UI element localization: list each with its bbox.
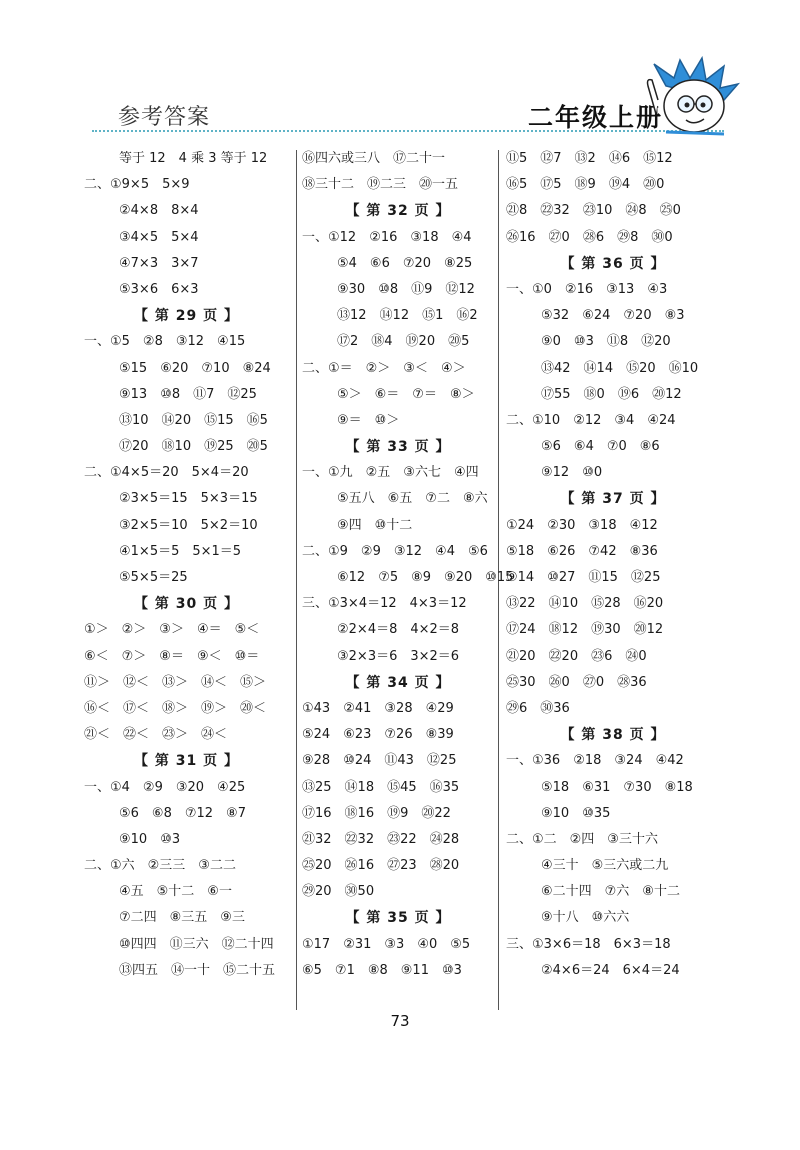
answer-line: ⑤15 ⑥20 ⑦10 ⑧24 bbox=[119, 360, 271, 376]
answer-line: 二、①二 ②四 ③三十六 bbox=[506, 831, 658, 847]
answer-line: ⑯5 ⑰5 ⑱9 ⑲4 ⑳0 bbox=[506, 177, 665, 193]
answer-line: ㉖16 ㉗0 ㉘6 ㉙8 ㉚0 bbox=[506, 229, 673, 245]
answer-line: ①17 ②31 ③3 ④0 ⑤5 bbox=[302, 936, 471, 952]
answer-line: ④三十 ⑤三六或二九 bbox=[541, 858, 669, 874]
answer-line: ④7×3 3×7 bbox=[119, 255, 199, 271]
answer-line: 二、①9 ②9 ③12 ④4 ⑤6 bbox=[302, 543, 488, 559]
answer-line: ㉑32 ㉒32 ㉓22 ㉔28 bbox=[302, 831, 460, 847]
answer-line: ⑦二四 ⑧三五 ⑨三 bbox=[119, 910, 245, 926]
answer-line: ⑨13 ⑩8 ⑪7 ⑫25 bbox=[119, 386, 257, 402]
answer-line: 二、①9×5 5×9 bbox=[84, 177, 190, 193]
page-heading: 【 第 38 页 】 bbox=[560, 727, 666, 744]
answer-column-1 bbox=[84, 146, 289, 984]
page-heading: 【 第 29 页 】 bbox=[134, 308, 239, 325]
answer-line: ⑥＜ ⑦＞ ⑧＝ ⑨＜ ⑩＝ bbox=[84, 648, 260, 664]
answer-line: 二、①＝ ②＞ ③＜ ④＞ bbox=[302, 360, 466, 376]
answer-line: 三、①3×6＝18 6×3＝18 bbox=[506, 936, 671, 952]
answer-line: ⑥5 ⑦1 ⑧8 ⑨11 ⑩3 bbox=[302, 962, 462, 978]
answer-line: 一、①12 ②16 ③18 ④4 bbox=[302, 229, 472, 245]
answer-line: ③2×3＝6 3×2＝6 bbox=[337, 648, 460, 664]
answer-line: 一、①5 ②8 ③12 ④15 bbox=[84, 334, 246, 350]
answer-line: ⑯四六或三八 ⑰二十一 bbox=[302, 151, 446, 166]
page-heading: 【 第 32 页 】 bbox=[345, 203, 451, 220]
answer-line: ⑱三十二 ⑲二三 ⑳一五 bbox=[302, 177, 459, 193]
answer-line: ⑥12 ⑦5 ⑧9 ⑨20 ⑩15 bbox=[337, 570, 514, 585]
header-grade: 二年级上册 bbox=[528, 103, 664, 132]
page-heading: 【 第 36 页 】 bbox=[560, 255, 666, 272]
header-title: 参考答案 bbox=[118, 105, 211, 130]
answer-line: ⑨十八 ⑩六六 bbox=[541, 910, 630, 926]
answer-line: ⑨＝ ⑩＞ bbox=[337, 412, 400, 428]
answer-line: ㉙20 ㉚50 bbox=[302, 884, 375, 900]
answer-line: ⑤6 ⑥8 ⑦12 ⑧7 bbox=[119, 805, 246, 821]
answer-line: ⑩四四 ⑪三六 ⑫二十四 bbox=[119, 936, 274, 952]
answer-line: ⑤18 ⑥31 ⑦30 ⑧18 bbox=[541, 779, 693, 795]
answer-line: ㉙6 ㉚36 bbox=[506, 700, 570, 716]
answer-line: ③2×5＝10 5×2＝10 bbox=[119, 517, 258, 533]
answer-line: ①43 ②41 ③28 ④29 bbox=[302, 700, 454, 716]
answer-line: ⑰24 ⑱12 ⑲30 ⑳12 bbox=[506, 622, 664, 638]
answer-line: 一、①4 ②9 ③20 ④25 bbox=[84, 779, 246, 795]
page-heading: 【 第 35 页 】 bbox=[345, 910, 451, 927]
answer-line: 一、①36 ②18 ③24 ④42 bbox=[506, 753, 684, 769]
answer-line: ⑪＞ ⑫＜ ⑬＞ ⑭＜ ⑮＞ bbox=[84, 674, 267, 690]
answer-line: ⑤＞ ⑥＝ ⑦＝ ⑧＞ bbox=[337, 386, 475, 402]
answer-line: ①24 ②30 ③18 ④12 bbox=[506, 517, 658, 533]
answer-line: 二、①六 ②三三 ③二二 bbox=[84, 858, 236, 874]
answer-line: ⑨10 ⑩3 bbox=[119, 831, 181, 847]
column-divider-1 bbox=[296, 150, 297, 1010]
page-heading: 【 第 31 页 】 bbox=[134, 753, 239, 770]
answer-line: ⑨30 ⑩8 ⑪9 ⑫12 bbox=[337, 281, 475, 297]
answer-line: ①＞ ②＞ ③＞ ④＝ ⑤＜ bbox=[84, 622, 260, 638]
page-heading: 【 第 37 页 】 bbox=[560, 491, 666, 508]
header-dotted-rule bbox=[92, 130, 724, 132]
answer-line: ②3×5＝15 5×3＝15 bbox=[119, 491, 258, 507]
answer-line: 二、①10 ②12 ③4 ④24 bbox=[506, 412, 676, 428]
answer-column-2 bbox=[302, 146, 514, 984]
answer-line: ⑬42 ⑭14 ⑮20 ⑯10 bbox=[541, 360, 699, 376]
answer-line: ③4×5 5×4 bbox=[119, 229, 199, 245]
answer-line: ⑰20 ⑱10 ⑲25 ⑳5 bbox=[119, 439, 268, 455]
mascot-illustration bbox=[636, 56, 744, 144]
answer-line: ⑤3×6 6×3 bbox=[119, 281, 199, 297]
answer-line: ⑤6 ⑥4 ⑦0 ⑧6 bbox=[541, 439, 660, 455]
answer-line: ④五 ⑤十二 ⑥一 bbox=[119, 884, 232, 900]
answer-line: ㉕20 ㉖16 ㉗23 ㉘20 bbox=[302, 858, 460, 874]
answer-line: ②4×6＝24 6×4＝24 bbox=[541, 962, 680, 978]
answer-line: ⑤32 ⑥24 ⑦20 ⑧3 bbox=[541, 308, 685, 324]
answer-line: 一、①0 ②16 ③13 ④3 bbox=[506, 281, 668, 297]
answer-line: ㉑20 ㉒20 ㉓6 ㉔0 bbox=[506, 648, 647, 664]
answer-line: ⑨28 ⑩24 ⑪43 ⑫25 bbox=[302, 753, 457, 769]
answer-line: 一、①九 ②五 ③六七 ④四 bbox=[302, 465, 479, 481]
answer-line: ⑤五八 ⑥五 ⑦二 ⑧六 bbox=[337, 491, 488, 507]
answer-line: ⑥二十四 ⑦六 ⑧十二 bbox=[541, 884, 680, 900]
answer-line: ⑨四 ⑩十二 bbox=[337, 517, 413, 533]
answer-line: 三、①3×4＝12 4×3＝12 bbox=[302, 596, 467, 612]
answer-line: ⑬22 ⑭10 ⑮28 ⑯20 bbox=[506, 596, 664, 612]
answer-line: ⑤5×5＝25 bbox=[119, 570, 188, 585]
page-heading: 【 第 30 页 】 bbox=[134, 596, 239, 613]
answer-line: ⑤24 ⑥23 ⑦26 ⑧39 bbox=[302, 727, 454, 743]
answer-line: ⑤4 ⑥6 ⑦20 ⑧25 bbox=[337, 255, 473, 271]
answer-line: ②2×4＝8 4×2＝8 bbox=[337, 622, 460, 638]
answer-line: ⑰55 ⑱0 ⑲6 ⑳12 bbox=[541, 386, 682, 402]
answer-line: ⑬10 ⑭20 ⑮15 ⑯5 bbox=[119, 412, 268, 428]
answer-line: ⑰16 ⑱16 ⑲9 ⑳22 bbox=[302, 805, 451, 821]
answer-line: ⑰2 ⑱4 ⑲20 ⑳5 bbox=[337, 334, 470, 350]
answer-line: ④1×5＝5 5×1＝5 bbox=[119, 543, 242, 559]
answer-line: ②4×8 8×4 bbox=[119, 203, 199, 219]
answer-line: ㉕30 ㉖0 ㉗0 ㉘36 bbox=[506, 674, 647, 690]
page-heading: 【 第 33 页 】 bbox=[345, 439, 451, 456]
answer-line: ㉑＜ ㉒＜ ㉓＞ ㉔＜ bbox=[84, 727, 228, 743]
answer-line: ⑪5 ⑫7 ⑬2 ⑭6 ⑮12 bbox=[506, 151, 673, 166]
page-heading: 【 第 34 页 】 bbox=[345, 674, 451, 691]
answer-line: 二、①4×5＝20 5×4＝20 bbox=[84, 465, 249, 481]
answer-line: ⑨14 ⑩27 ⑪15 ⑫25 bbox=[506, 570, 661, 585]
answer-line: ⑤18 ⑥26 ⑦42 ⑧36 bbox=[506, 543, 658, 559]
answer-line: ⑨12 ⑩0 bbox=[541, 465, 603, 481]
answer-line: ⑬25 ⑭18 ⑮45 ⑯35 bbox=[302, 779, 460, 795]
answer-column-3 bbox=[506, 146, 720, 984]
page-number: 73 bbox=[390, 1012, 410, 1030]
answer-line: 等于 12 4 乘 3 等于 12 bbox=[119, 151, 268, 166]
answer-line: ⑯＜ ⑰＜ ⑱＞ ⑲＞ ⑳＜ bbox=[84, 700, 267, 716]
answer-line: ⑨10 ⑩35 bbox=[541, 805, 611, 821]
answer-line: ⑬12 ⑭12 ⑮1 ⑯2 bbox=[337, 308, 478, 324]
answer-line: ㉑8 ㉒32 ㉓10 ㉔8 ㉕0 bbox=[506, 203, 681, 219]
answer-line: ⑬四五 ⑭一十 ⑮二十五 bbox=[119, 962, 276, 978]
answer-line: ⑨0 ⑩3 ⑪8 ⑫20 bbox=[541, 334, 671, 350]
